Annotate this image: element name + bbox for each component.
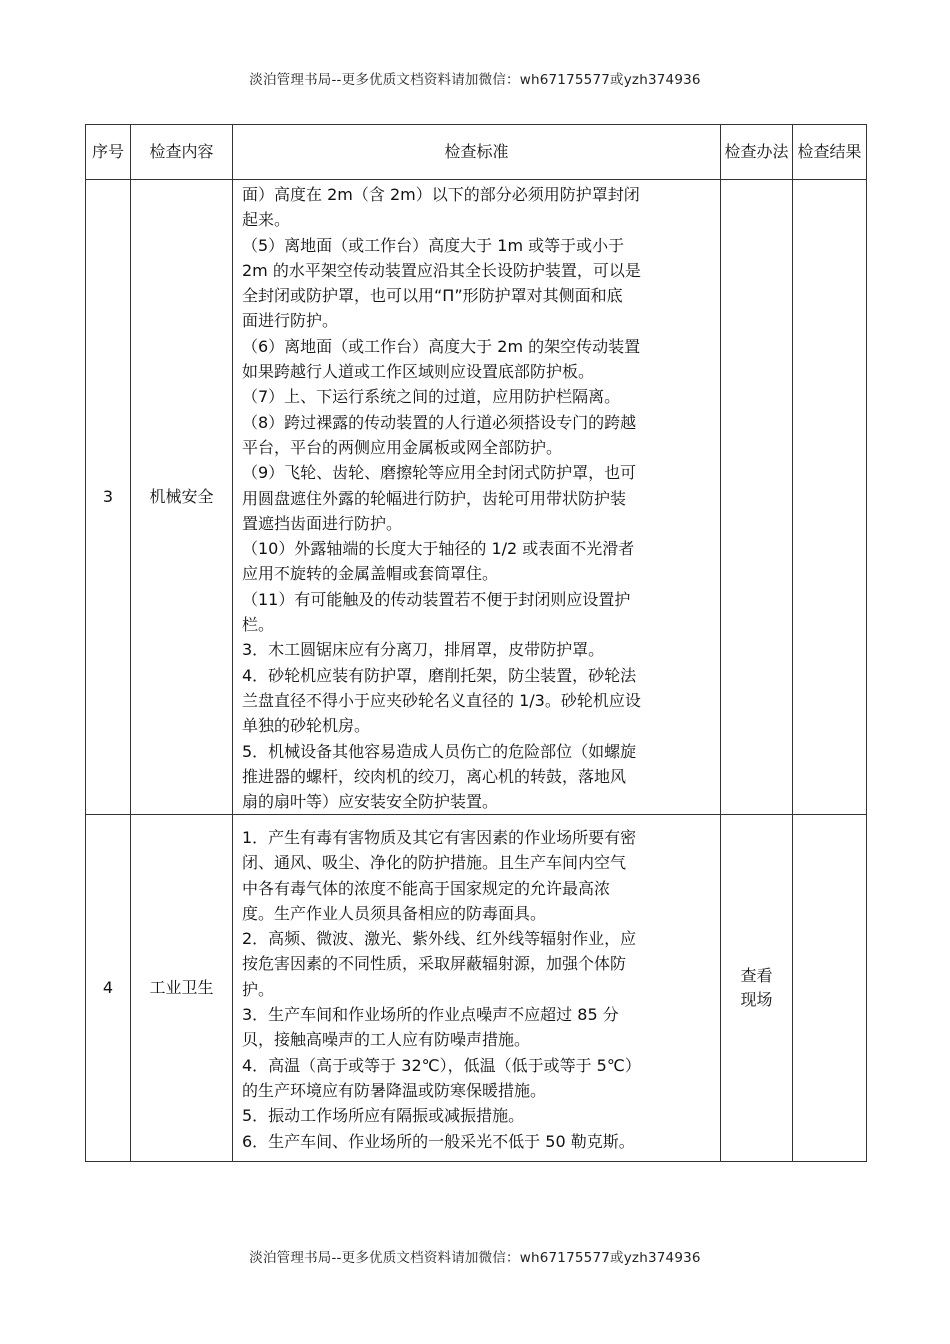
row-standard xyxy=(233,180,721,815)
standard-line: 兰盘直径不得小于应夹砂轮名义直径的 1/3。砂轮机应设 xyxy=(242,690,641,710)
row-method xyxy=(721,815,793,1162)
standard-line: 1．产生有毒有害物质及其它有害因素的作业场所要有密 xyxy=(242,827,637,847)
standard-line: 贝，接触高噪声的工人应有防噪声措施。 xyxy=(242,1030,531,1050)
standard-line: 栏。 xyxy=(242,615,275,635)
standard-line: 单独的砂轮机房。 xyxy=(242,716,371,736)
row-item: 机械安全 xyxy=(131,180,233,815)
standard-line: 6．生产车间、作业场所的一般采光不低于 50 勒克斯。 xyxy=(242,1131,635,1151)
standard-line: 度。生产作业人员须具备相应的防毒面具。 xyxy=(242,903,547,923)
header-item: 检查内容 xyxy=(131,125,233,180)
standard-line: （11）有可能触及的传动装置若不便于封闭则应设置护 xyxy=(242,589,631,609)
standard-line: （9）飞轮、齿轮、磨擦轮等应用全封闭式防护罩，也可 xyxy=(242,463,637,483)
standard-line: 中各有毒气体的浓度不能高于国家规定的允许最高浓 xyxy=(242,878,611,898)
standard-line: 如果跨越行人道或工作区域则应设置底部防护板。 xyxy=(242,362,595,382)
standard-line: 闭、通风、吸尘、净化的防护措施。且生产车间内空气 xyxy=(242,853,627,873)
standard-line: 置遮挡齿面进行防护。 xyxy=(242,513,403,533)
inspection-table xyxy=(85,124,867,1162)
standard-line: 推进器的螺杆，绞肉机的绞刀，离心机的转鼓，落地风 xyxy=(242,766,627,786)
row-result xyxy=(793,815,867,1162)
standard-line: 5．机械设备其他容易造成人员伤亡的危险部位（如螺旋 xyxy=(242,741,637,761)
standard-line: 面进行防护。 xyxy=(242,311,339,331)
header-no: 序号 xyxy=(86,125,131,180)
header-method: 检查办法 xyxy=(721,125,793,180)
row-method xyxy=(721,180,793,815)
standard-line: 的生产环境应有防暑降温或防寒保暖措施。 xyxy=(242,1080,547,1100)
table-header-row xyxy=(86,125,867,180)
table-row xyxy=(86,180,867,815)
standard-line: （6）离地面（或工作台）高度大于 2m 的架空传动装置 xyxy=(242,336,641,356)
standard-line: 2．高频、微波、激光、紫外线、红外线等辐射作业，应 xyxy=(242,929,637,949)
standard-line: 应用不旋转的金属盖帽或套筒罩住。 xyxy=(242,564,499,584)
method-text: 查看现场 xyxy=(740,966,773,1010)
standard-line: （5）离地面（或工作台）高度大于 1m 或等于或小于 xyxy=(242,235,625,255)
page-footer: 淡泊管理书局--更多优质文档资料请加微信：wh67175577或yzh374936 xyxy=(249,1250,701,1266)
standard-line: 按危害因素的不同性质，采取屏蔽辐射源，加强个体防 xyxy=(242,954,627,974)
header-standard: 检查标准 xyxy=(233,125,721,180)
standard-line: （7）上、下运行系统之间的过道，应用防护栏隔离。 xyxy=(242,387,621,407)
row-item: 工业卫生 xyxy=(131,815,233,1162)
standard-line: 扇的扇叶等）应安装安全防护装置。 xyxy=(242,792,499,812)
standard-line: （10）外露轴端的长度大于轴径的 1/2 或表面不光滑者 xyxy=(242,539,635,559)
standard-line: 4．高温（高于或等于 32℃），低温（低于或等于 5℃） xyxy=(242,1055,641,1075)
row-result xyxy=(793,180,867,815)
row-number: 4 xyxy=(86,815,131,1162)
standard-line: 护。 xyxy=(242,979,275,999)
table-row xyxy=(86,815,867,1162)
standard-line: 面）高度在 2m（含 2m）以下的部分必须用防护罩封闭 xyxy=(242,185,640,204)
standard-line: 起来。 xyxy=(242,210,291,230)
standard-line: 2m 的水平架空传动装置应沿其全长设防护装置，可以是 xyxy=(242,260,641,280)
standard-line: 全封闭或防护罩，也可以用“Π”形防护罩对其侧面和底 xyxy=(242,286,623,306)
row-number: 3 xyxy=(86,180,131,815)
standard-line: 3．木工圆锯床应有分离刀，排屑罩，皮带防护罩。 xyxy=(242,640,605,660)
page-header: 淡泊管理书局--更多优质文档资料请加微信：wh67175577或yzh374936 xyxy=(249,72,701,88)
standard-line: 5．振动工作场所应有隔振或减振措施。 xyxy=(242,1106,525,1126)
header-result: 检查结果 xyxy=(793,125,867,180)
row-standard xyxy=(233,815,721,1162)
standard-line: 用圆盘遮住外露的轮幅进行防护，齿轮可用带状防护装 xyxy=(242,488,627,508)
standard-line: 3．生产车间和作业场所的作业点噪声不应超过 85 分 xyxy=(242,1005,619,1025)
standard-line: 平台，平台的两侧应用金属板或网全部防护。 xyxy=(242,437,563,457)
standard-line: （8）跨过裸露的传动装置的人行道必须搭设专门的跨越 xyxy=(242,412,637,432)
standard-line: 4．砂轮机应装有防护罩，磨削托架，防尘装置，砂轮法 xyxy=(242,665,637,685)
